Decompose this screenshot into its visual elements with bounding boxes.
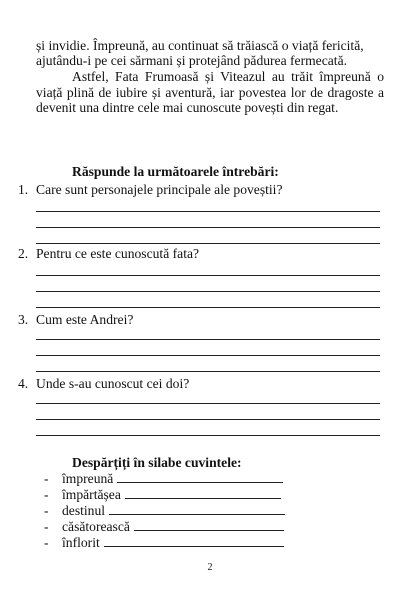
story-paragraph [36, 69, 384, 116]
syllable-answer-line[interactable] [104, 535, 284, 547]
syllable-answer-line[interactable] [117, 471, 283, 483]
syllable-item [44, 471, 283, 487]
story-line-2: ajutându-i pe cei sărmani și protejând pădurea fermecată. [36, 53, 347, 68]
answer-line[interactable] [36, 371, 380, 372]
answer-line[interactable] [36, 243, 380, 244]
answer-line[interactable] [36, 275, 380, 276]
page-number: 2 [207, 562, 213, 573]
answer-line[interactable] [36, 355, 380, 356]
answer-line[interactable] [36, 227, 380, 228]
syllable-word: căsătorească [62, 519, 130, 534]
syllable-answer-line[interactable] [109, 503, 285, 515]
question-text: Cum este Andrei? [36, 312, 134, 327]
story-line-1: și invidie. Împreună, au continuat să trăiască o viață fericită, [36, 38, 364, 53]
story-paragraph-text: Astfel, Fata Frumoasă și Viteazul au trăit împreună o viață plină de iubire și aventură, iar povestea lor de dragoste a devenit una dintre cele mai cunoscute povești din regat. [36, 69, 384, 115]
question-text: Care sunt personajele principale ale poveștii? [36, 182, 283, 197]
list-dash: - [44, 519, 49, 534]
syllable-word: destinul [62, 503, 106, 518]
question-3 [18, 312, 133, 328]
answer-line[interactable] [36, 211, 380, 212]
syllable-word: împreună [62, 471, 114, 486]
syllable-word: înflorit [62, 535, 100, 550]
syllable-answer-line[interactable] [125, 487, 281, 499]
question-text: Pentru ce este cunoscută fata? [36, 246, 200, 261]
syllable-item [44, 519, 284, 535]
answer-line[interactable] [36, 339, 380, 340]
syllable-answer-line[interactable] [134, 519, 284, 531]
syllable-item [44, 503, 285, 519]
answer-line[interactable] [36, 419, 380, 420]
list-dash: - [44, 535, 49, 550]
answer-line[interactable] [36, 307, 380, 308]
question-number: 2. [18, 246, 29, 261]
question-4 [18, 376, 189, 392]
syllable-item [44, 535, 284, 551]
list-dash: - [44, 487, 49, 502]
question-2 [18, 246, 199, 262]
answer-line[interactable] [36, 435, 380, 436]
question-number: 4. [18, 376, 29, 391]
question-number: 3. [18, 312, 29, 327]
question-1 [18, 182, 282, 198]
list-dash: - [44, 471, 49, 486]
syllable-word: împărtășea [62, 487, 121, 502]
question-number: 1. [18, 182, 29, 197]
list-dash: - [44, 503, 49, 518]
syllables-title: Despărțiți în silabe cuvintele: [72, 455, 242, 470]
questions-title: Răspunde la următoarele întrebări: [72, 164, 279, 179]
answer-line[interactable] [36, 403, 380, 404]
syllable-item [44, 487, 281, 503]
answer-line[interactable] [36, 291, 380, 292]
question-text: Unde s-au cunoscut cei doi? [36, 376, 190, 391]
